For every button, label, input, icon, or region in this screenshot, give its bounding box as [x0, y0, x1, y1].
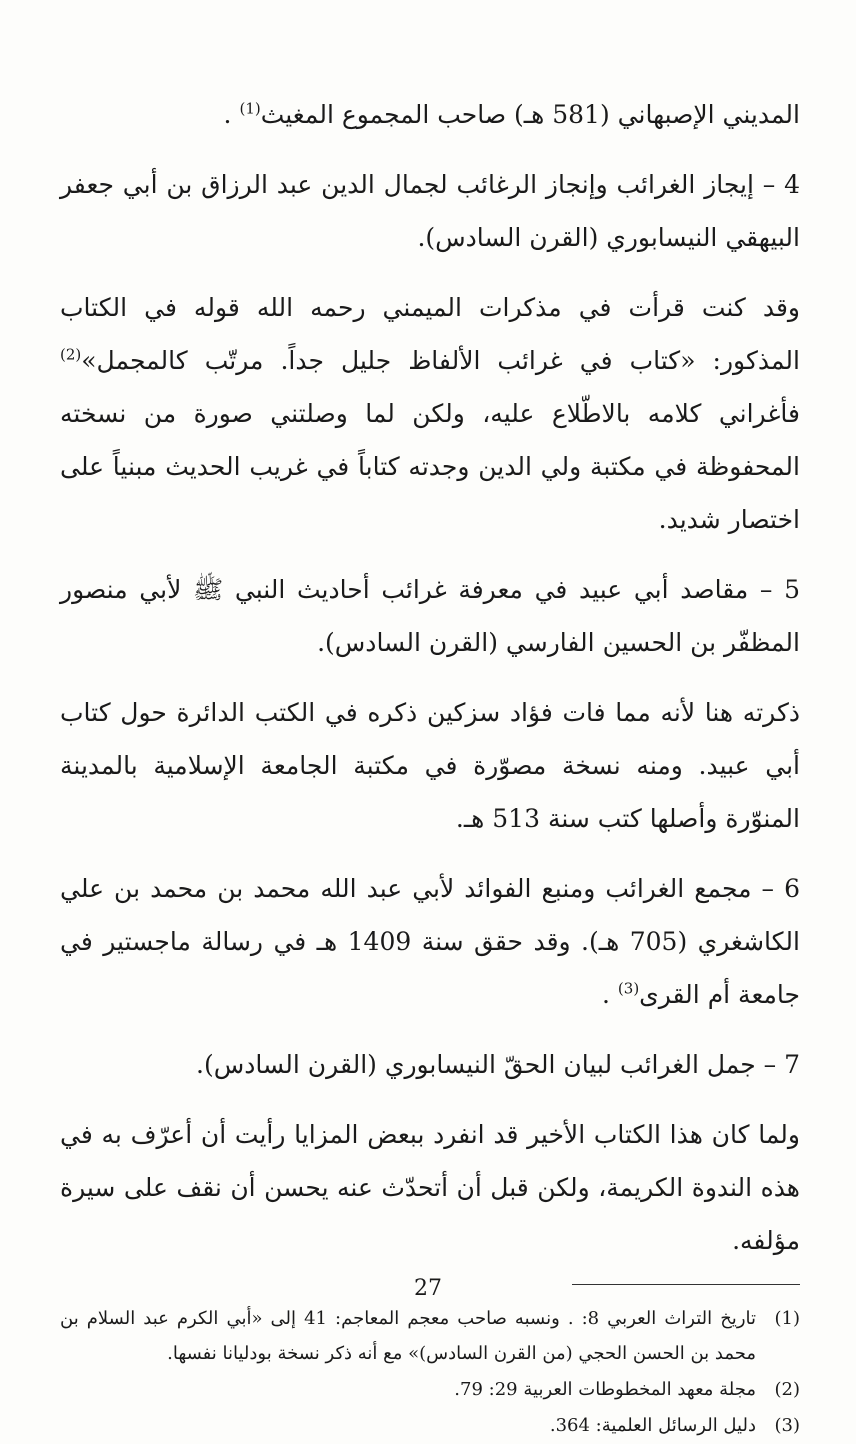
list-item-7: 7 – جمل الغرائب لبيان الحقّ النيسابوري (القرن السادس). [196, 1050, 800, 1079]
page-number: 27 [414, 1276, 442, 1301]
main-text [60, 88, 800, 1267]
paragraph-5: ذكرته هنا لأنه مما فات فؤاد سزكين ذكره في الكتب الدائرة حول كتاب أبي عبيد. ومنه نسخة مصوّرة في مكتبة الجامعة الإسلامية بالمدينة المنوّرة وأصلها كتب سنة 513 هـ. [60, 698, 800, 833]
page-content [60, 88, 800, 1444]
footnote-2: (2) مجلة معهد المخطوطات العربية 29: 79. [454, 1379, 800, 1400]
paragraph-3: وقد كنت قرأت في مذكرات الميمني رحمه الله قوله في الكتاب المذكور: «كتاب في غرائب الألفاظ جليل جداً. مرتّب كالمجمل»$^{(2)}$ فأغراني كلامه بالاطّلاع عليه، ولكن لما وصلتني صورة من نسخته المحفوظة في مكتبة ولي الدين وجدته كتاباً في غريب الحديث مبنياً على اختصار شديد. [60, 293, 800, 534]
footnote-ref-3[interactable]: (3) [617, 979, 640, 998]
footnote-ref-1[interactable]: (1) [239, 99, 261, 118]
footnotes [60, 1301, 800, 1443]
list-item-4: 4 – إيجاز الغرائب وإنجاز الرغائب لجمال الدين عبد الرزاق بن أبي جعفر البيهقي النيسابوري (القرن السادس). [60, 170, 800, 252]
footnote-1: (1) تاريخ التراث العربي 8: . ونسبه صاحب معجم المعاجم: 41 إلى «أبي الكرم عبد السلام بن محمد بن الحسن الحجي (من القرن السادس)» مع أنه ذكر نسخة بودليانا نفسها. [60, 1308, 800, 1364]
paragraph-8: ولما كان هذا الكتاب الأخير قد انفرد ببعض المزايا رأيت أن أعرّف به في هذه الندوة الكريمة، ولكن قبل أن أتحدّث عنه يحسن أن نقف على سيرة مؤلفه. [60, 1120, 800, 1255]
footnote-3: (3) دليل الرسائل العلمية: 364. [549, 1415, 800, 1436]
list-item-6: 6 – مجمع الغرائب ومنبع الفوائد لأبي عبد الله محمد بن محمد بن علي الكاشغري (705 هـ). وقد حقق سنة 1409 هـ في رسالة ماجستير في جامعة أم القرى$^{(3)}$ . [60, 874, 800, 1009]
paragraph-1: المديني الإصبهاني (581 هـ) صاحب المجموع المغيث$^{(1)}$ . [223, 99, 800, 129]
list-item-5: 5 – مقاصد أبي عبيد في معرفة غرائب أحاديث النبي ﷺ لأبي منصور المظفّر بن الحسين الفارسي (القرن السادس). [60, 575, 800, 657]
footnote-ref-2[interactable]: (2) [60, 345, 82, 364]
